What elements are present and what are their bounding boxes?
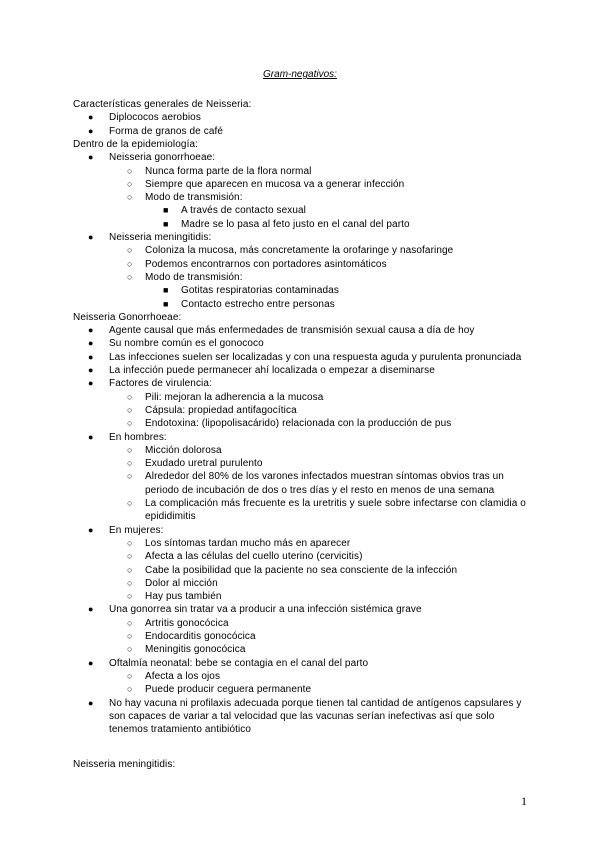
bullet-icon: ■	[163, 285, 169, 296]
bullet-icon: ○	[127, 564, 133, 575]
page-number: 1	[521, 794, 527, 808]
list-item: Cabe la posibilidad que la paciente no sea consciente de la infección	[145, 564, 458, 576]
list-item: Afecta a las células del cuello uterino (cervicitis)	[145, 551, 363, 563]
list-item: Podemos encontrarnos con portadores asintomáticos	[145, 258, 387, 270]
list-item: Madre se lo pasa al feto justo en el canal del parto	[181, 218, 410, 230]
list-item: Neisseria gonorrhoeae:	[109, 152, 216, 164]
bullet-icon: ○	[127, 670, 133, 681]
bullet-icon: ●	[88, 604, 94, 615]
bullet-icon: ○	[127, 591, 133, 602]
bullet-icon: ○	[127, 577, 133, 588]
bullet-icon: ○	[127, 471, 133, 482]
list-item: La complicación más frecuente es la uretritis y suele sobre infectarse con clamidia o	[145, 498, 526, 509]
bullet-icon: ●	[88, 325, 94, 336]
list-item: Afecta a los ojos	[145, 670, 221, 682]
list-item: tenemos tratamiento antibiótico	[109, 724, 252, 736]
bullet-icon: ●	[88, 378, 94, 389]
bullet-icon: ○	[127, 444, 133, 455]
list-item: Contacto estrecho entre personas	[181, 298, 335, 310]
list-item: periodo de incubación de dos o tres días y el resto en menos de una semana	[145, 484, 495, 496]
list-item: Coloniza la mucosa, más concretamente la orofaringe y nasofaringe	[145, 245, 454, 257]
bullet-icon: ●	[88, 351, 94, 362]
bullet-icon: ○	[127, 418, 133, 429]
bullet-icon: ○	[127, 551, 133, 562]
list-item: Hay pus también	[145, 591, 222, 603]
list-item: Micción dolorosa	[145, 444, 222, 456]
list-item: Modo de transmisión:	[145, 192, 243, 204]
bullet-icon: ○	[127, 537, 133, 548]
list-item: En mujeres:	[109, 524, 164, 536]
bullet-icon: ●	[88, 431, 94, 442]
bullet-icon: ○	[127, 165, 133, 176]
bullet-icon: ■	[163, 205, 169, 216]
bullet-icon: ■	[163, 218, 169, 229]
bullet-icon: ■	[163, 298, 169, 309]
list-item: Exudado uretral purulento	[145, 458, 263, 470]
list-item: Alrededor del 80% de los varones infectados muestran síntomas obvios tras un	[145, 471, 504, 483]
list-item: Agente causal que más enfermedades de transmisión sexual causa a día de hoy	[109, 325, 475, 337]
bullet-icon: ●	[88, 524, 94, 535]
section-heading: Neisseria Gonorrhoeae:	[73, 311, 182, 323]
list-item: No hay vacuna ni profilaxis adecuada porque tienen tal cantidad de antígenos capsulares y	[109, 697, 522, 709]
list-item: Su nombre común es el gonococo	[109, 338, 264, 350]
bullet-icon: ●	[88, 125, 94, 136]
page-title: Gram-negativos:	[263, 69, 337, 80]
bullet-icon: ○	[127, 644, 133, 655]
list-item: Meningitis gonocócica	[145, 644, 246, 656]
bullet-icon: ○	[127, 258, 133, 269]
list-item: Artritis gonocócica	[145, 617, 229, 629]
list-item: Factores de virulencia:	[109, 378, 212, 390]
bullet-icon: ○	[127, 458, 133, 469]
list-item: Modo de transmisión:	[145, 271, 243, 283]
bullet-icon: ●	[88, 657, 94, 668]
list-item: Dolor al micción	[145, 577, 218, 589]
bullet-icon: ○	[127, 498, 133, 508]
bullet-icon: ○	[127, 178, 133, 189]
list-item: epididimitis	[145, 511, 196, 523]
list-item: Oftalmía neonatal: bebe se contagia en el canal del parto	[109, 657, 369, 669]
section-heading: Características generales de Neisseria:	[73, 99, 252, 110]
list-item: A través de contacto sexual	[181, 205, 306, 217]
bullet-icon: ○	[127, 631, 133, 641]
list-item: Neisseria meningitidis:	[109, 232, 212, 243]
section-heading: Dentro de la epidemiología:	[73, 138, 198, 150]
list-item: En hombres:	[109, 431, 167, 443]
bullet-icon: ●	[88, 697, 94, 708]
bullet-icon: ●	[88, 338, 94, 349]
list-item: Cápsula: propiedad antifagocítica	[145, 404, 297, 416]
bullet-icon: ○	[127, 192, 133, 203]
list-item: Las infecciones suelen ser localizadas y con una respuesta aguda y purulenta pronunciada	[109, 351, 522, 363]
list-item: Una gonorrea sin tratar va a producir a una infección sistémica grave	[109, 604, 422, 616]
bullet-icon: ○	[127, 617, 133, 628]
bullet-icon: ○	[127, 684, 133, 695]
list-item: Pili: mejoran la adherencia a la mucosa	[145, 391, 324, 403]
bullet-icon: ○	[127, 391, 133, 402]
bullet-icon: ●	[88, 232, 94, 242]
list-item: La infección puede permanecer ahí localizada o empezar a diseminarse	[109, 365, 435, 376]
bullet-icon: ●	[88, 152, 94, 163]
list-item: Diplococos aerobios	[109, 112, 201, 124]
bullet-icon: ○	[127, 404, 133, 415]
bullet-icon: ●	[88, 365, 94, 375]
section-heading: Neisseria meningitidis:	[73, 758, 176, 770]
bullet-icon: ●	[88, 112, 94, 123]
list-item: Nunca forma parte de la flora normal	[145, 165, 312, 177]
bullet-icon: ○	[127, 245, 133, 256]
list-item: Gotitas respiratorias contaminadas	[181, 285, 339, 297]
list-item: Puede producir ceguera permanente	[145, 684, 312, 696]
list-item: Siempre que aparecen en mucosa va a generar infección	[145, 178, 405, 190]
list-item: Endocarditis gonocócica	[145, 631, 256, 642]
list-item: Forma de granos de café	[109, 125, 224, 137]
list-item: Los síntomas tardan mucho más en aparecer	[145, 537, 351, 549]
bullet-icon: ○	[127, 271, 133, 282]
list-item: Endotoxina: (lipopolisacárido) relacionada con la producción de pus	[145, 418, 452, 430]
list-item: son capaces de variar a tal velocidad que las vacunas serían inefectivas así que solo	[109, 710, 495, 722]
